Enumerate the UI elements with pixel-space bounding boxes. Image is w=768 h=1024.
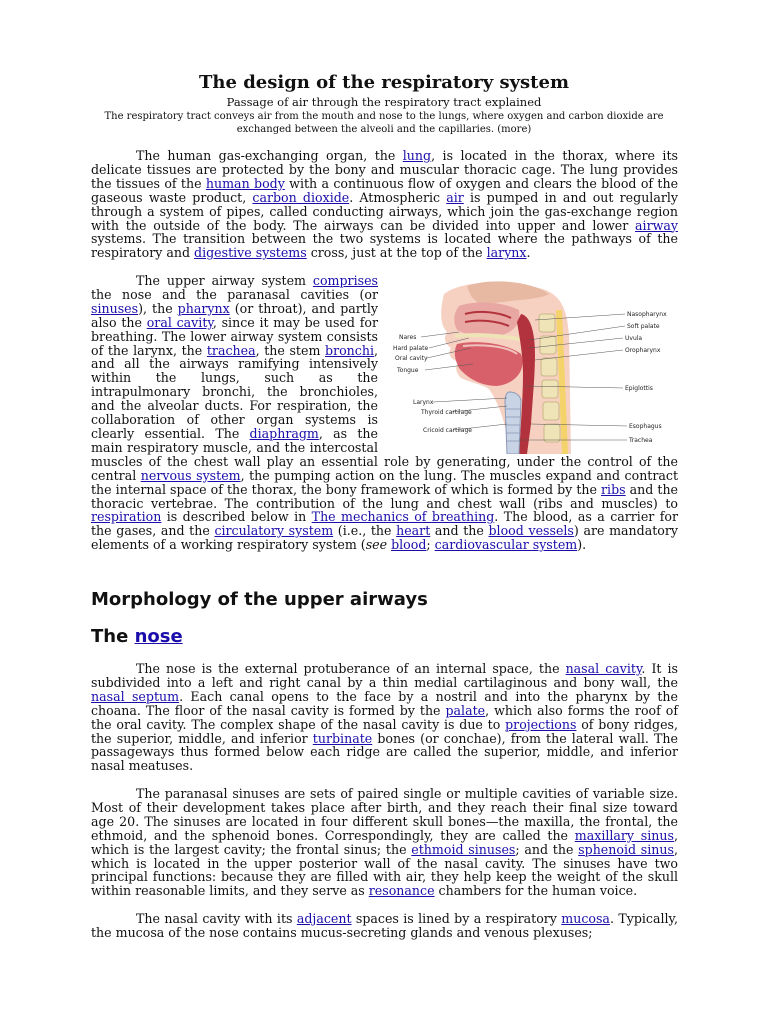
text: The nasal cavity with its (136, 911, 297, 926)
link-ribs[interactable]: ribs (601, 481, 626, 497)
text: ), the (138, 300, 178, 316)
paragraph-mucosa (91, 912, 678, 940)
subsection-heading (91, 626, 183, 647)
label-oropharynx: Oropharynx (625, 347, 661, 354)
text: , since it may be used for breathing. The lower airway system consists of the larynx, the (91, 314, 378, 358)
text: (or throat), and partly also the (91, 300, 378, 330)
link-blood-vessels[interactable]: blood vessels (488, 523, 574, 539)
text: the nose and the paranasal cavities (or (91, 286, 378, 302)
link-nasal-cavity[interactable]: nasal cavity (565, 661, 642, 676)
text: . Each canal opens to the face by a nostril and into the pharynx by the choana. The floor of the nasal cavity is formed by the (91, 688, 679, 718)
label-uvula: Uvula (625, 335, 643, 342)
link-nasal-septum[interactable]: nasal septum (91, 688, 180, 704)
link-blood[interactable]: blood (391, 537, 427, 553)
label-epiglottis: Epiglottis (625, 385, 653, 392)
label-esophagus: Esophagus (629, 423, 662, 430)
text: spaces is lined by a respiratory (351, 911, 562, 926)
text: systems. The transition between the two systems is located where the pathways of the respiratory and (91, 231, 678, 261)
link-larynx[interactable]: larynx (486, 245, 527, 261)
paragraph-sinuses (91, 787, 678, 898)
link-palate[interactable]: palate (445, 702, 486, 718)
link-lung[interactable]: lung (402, 148, 432, 163)
text: with a continuous flow of oxygen and clears the blood of the gaseous waste product, (91, 175, 679, 205)
text: and the (430, 523, 489, 539)
link-resonance[interactable]: resonance (368, 883, 435, 899)
link-ethmoid-sinuses[interactable]: ethmoid sinuses (411, 841, 516, 857)
text: chambers for the human voice. (434, 883, 638, 899)
video-caption: The respiratory tract conveys air from the mouth and nose to the lungs, where oxygen and carbon dioxide are exchanged between the alveoli and the capillaries. (more) (104, 111, 664, 135)
link-mechanics-of-breathing[interactable]: The mechanics of breathing (311, 509, 495, 525)
text: , as the main respiratory muscle, and the intercostal muscles of the chest wall play an essential role by generating, under the control of the central (91, 425, 678, 483)
text: , and all the airways ramifying intensively within the lungs, such as the intrapulmonary bronchi, the bronchioles, and the alveolar ducts. For respiration, the collaboration of other organ systems is clearly essential. The (91, 342, 378, 441)
label-cricoid-cartilage: Cricoid cartilage (423, 427, 472, 434)
label-oral-cavity: Oral cavity (395, 355, 428, 362)
label-thyroid-cartilage: Thyroid cartilage (421, 409, 472, 416)
text-see: see (365, 537, 388, 553)
link-airway[interactable]: airway (635, 217, 678, 233)
label-larynx: Larynx (413, 399, 434, 406)
link-mucosa[interactable]: mucosa (561, 911, 610, 926)
text: . Typically, the mucosa of the nose contains mucus-secreting glands and venous plexuses; (91, 911, 678, 940)
text: . Atmospheric (349, 189, 447, 205)
text: , which is the largest cavity; the frontal sinus; the (91, 827, 678, 857)
link-cardiovascular-system[interactable]: cardiovascular system (434, 537, 578, 553)
label-trachea: Trachea (629, 437, 653, 444)
text: ) are mandatory elements of a working respiratory system ( (91, 523, 678, 553)
label-nares: Nares (399, 334, 417, 341)
link-turbinate[interactable]: turbinate (312, 730, 373, 746)
link-human-body[interactable]: human body (205, 175, 285, 191)
link-heart[interactable]: heart (396, 523, 431, 539)
link-air[interactable]: air (446, 189, 464, 205)
text: , which is located in the upper posterior wall of the nasal cavity. The sinuses have two principal functions: because they are filled with air, they help keep the weight of the skull within reasonable limits, and they serve as (91, 841, 678, 899)
link-carbon-dioxide[interactable]: carbon dioxide (252, 189, 350, 205)
page-title: The design of the respiratory system (199, 72, 569, 93)
text: , which also forms the roof of the oral cavity. The complex shape of the nasal cavity is due to (91, 702, 678, 732)
paragraph-lung-intro (91, 149, 678, 260)
text: The (91, 626, 135, 647)
link-projections[interactable]: projections (505, 716, 577, 732)
text: . It is subdivided into a left and right canal by a thin medial cartilaginous and bony wall, the (91, 661, 679, 690)
link-trachea[interactable]: trachea (206, 342, 256, 358)
label-nasopharynx: Nasopharynx (627, 311, 667, 318)
text: . (526, 245, 531, 261)
paragraph-airway-system (91, 274, 678, 552)
text: cross, just at the top of the (306, 245, 487, 261)
text: The human gas-exchanging organ, the (136, 148, 403, 163)
text: is pumped in and out regularly through a system of pipes, called conducting airways, which join the gas-exchange region with the outside of the body. The airways can be divided into upper and lower (91, 189, 679, 233)
text: , the stem (255, 342, 326, 358)
link-digestive-systems[interactable]: digestive systems (194, 245, 307, 261)
page-subtitle: Passage of air through the respiratory tract explained (226, 95, 542, 109)
text: bones (or conchae), from the lateral wall. The passageways thus formed below each ridge are called the superior, middle, and inferior nasal meatuses. (91, 730, 678, 774)
link-adjacent[interactable]: adjacent (296, 911, 352, 926)
link-nose[interactable]: nose (134, 626, 183, 647)
link-maxillary-sinus[interactable]: maxillary sinus (574, 827, 674, 843)
link-nervous-system[interactable]: nervous system (140, 467, 241, 483)
link-sinuses[interactable]: sinuses (91, 300, 139, 316)
link-respiration[interactable]: respiration (91, 509, 162, 525)
link-diaphragm[interactable]: diaphragm (249, 425, 319, 441)
text: , the pumping action on the lung. The muscles expand and contract the internal space of the thorax, the bony framework of which is formed by the (91, 467, 679, 497)
label-hard-palate: Hard palate (393, 345, 429, 352)
figure-spacer (378, 274, 678, 454)
text: The nose is the external protuberance of an internal space, the (136, 661, 566, 676)
section-heading: Morphology of the upper airways (91, 589, 428, 610)
text: ; (426, 537, 435, 553)
text: is described below in (161, 509, 312, 525)
link-sphenoid-sinus[interactable]: sphenoid sinus (578, 841, 674, 857)
text: . The blood, as a carrier for the gases, and the (91, 509, 678, 539)
paragraph-nose (91, 662, 678, 773)
link-oral-cavity[interactable]: oral cavity (146, 314, 213, 330)
text: The upper airway system (136, 273, 313, 288)
link-pharynx[interactable]: pharynx (177, 300, 230, 316)
link-bronchi[interactable]: bronchi (325, 342, 374, 358)
text: and the thoracic vertebrae. The contribution of the lung and chest wall (ribs and muscles) to (91, 481, 679, 511)
text: of bony ridges, the superior, middle, and inferior (91, 716, 678, 746)
text: , is located in the thorax, where its delicate tissues are protected by the bony and muscular thoracic cage. The lung provides the tissues of the (91, 148, 678, 191)
link-circulatory-system[interactable]: circulatory system (214, 523, 334, 539)
text: ; and the (515, 841, 579, 857)
text: ). (577, 537, 587, 553)
text: (i.e., the (333, 523, 397, 539)
link-comprises[interactable]: comprises (312, 273, 378, 288)
label-tongue: Tongue (397, 367, 419, 374)
label-soft-palate: Soft palate (627, 323, 660, 330)
text: The paranasal sinuses are sets of paired single or multiple cavities of variable size. Most of their development takes place after birth, and they reach their final size toward age 20. The sinuses are located in four different skull bones—the maxilla, the frontal, the ethmoid, and the sphenoid bones. Correspondingly, they are called the (91, 786, 678, 843)
